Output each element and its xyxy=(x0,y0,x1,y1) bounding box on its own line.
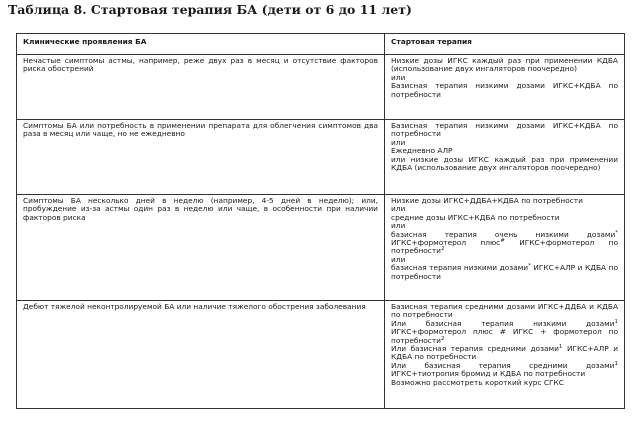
therapy-line: средние дозы ИГКС+КДБА по потребности xyxy=(391,212,560,222)
table-row xyxy=(17,55,625,120)
therapy-line: или xyxy=(391,254,406,264)
therapy-cell xyxy=(385,120,625,195)
therapy-line: Базисная терапия низкими дозами ИГКС+КДБА по потребности xyxy=(391,121,618,139)
header-clinical: Клинические проявления БА xyxy=(17,34,385,55)
footnote-mark: * xyxy=(528,263,531,270)
therapy-line: или xyxy=(391,221,406,231)
header-therapy: Стартовая терапия xyxy=(385,34,625,55)
therapy-line: базисная терапия низкими дозами* ИГКС+АЛР и КДБА по потребности xyxy=(391,263,618,281)
therapy-line: Или базисная терапия низкими дозами$^1$ ИГКС+формотерол плюс # ИГКС + формотерол по потребности$^2$ xyxy=(391,318,618,345)
therapy-line: Или базисная терапия средними дозами$^1$ ИГКС+тиотропия бромид и КДБА по потребности xyxy=(391,360,618,379)
therapy-line: Низкие дозы ИГКС каждый раз при применении КДБА (использование двух ингаляторов поочередно) xyxy=(391,56,618,74)
therapy-line: или xyxy=(391,72,406,82)
footnote-mark: 1 xyxy=(558,344,563,351)
therapy-cell xyxy=(385,301,625,409)
therapy-line: базисная терапия очень низкими дозами* ИГКС+формотерол плюс# ИГКС+формотерол по потребности$^2$ xyxy=(391,229,618,256)
therapy-line: Или базисная терапия средними дозами$^1$ ИГКС+АЛР и КДБА по потребности xyxy=(391,344,618,362)
table-header-row xyxy=(17,34,625,55)
therapy-line: Низкие дозы ИГКС+ДДБА+КДБА по потребности xyxy=(391,196,583,205)
clinical-cell: Симптомы БА или потребность в применении препарата для облегчения симптомов два раза в месяц или чаще, но не ежедневно xyxy=(17,120,385,195)
clinical-cell: Симптомы БА несколько дней в неделю (например, 4-5 дней в неделю); или, пробуждение из-за астмы один раз в неделю или чаще, в особенности при наличии факторов риска xyxy=(17,195,385,301)
therapy-cell xyxy=(385,55,625,120)
table-row xyxy=(17,120,625,195)
therapy-line: или xyxy=(391,137,406,147)
clinical-cell: Дебют тяжелой неконтролируемой БА или наличие тяжелого обострения заболевания xyxy=(17,301,385,409)
table-row xyxy=(17,301,625,409)
footnote-mark: 1 xyxy=(614,318,618,325)
footnote-mark: * xyxy=(615,229,618,236)
table-title: Таблица 8. Стартовая терапия БА (дети от 6 до 11 лет) xyxy=(8,2,412,17)
therapy-cell xyxy=(385,195,625,301)
therapy-line: Ежедневно АЛР xyxy=(391,146,453,156)
footnote-mark: # xyxy=(500,238,505,245)
therapy-line: или xyxy=(391,204,406,214)
therapy-line: Базисная терапия низкими дозами ИГКС+КДБА по потребности xyxy=(391,81,618,99)
footnote-mark: 2 xyxy=(440,246,445,253)
clinical-cell: Нечастые симптомы астмы, например, реже двух раз в месяц и отсутствие факторов риска обострений xyxy=(17,55,385,120)
therapy-line: Базисная терапия средними дозами ИГКС+ДДБА и КДБА по потребности xyxy=(391,302,618,320)
table-row xyxy=(17,195,625,301)
therapy-line: Возможно рассмотреть короткий курс СГКС xyxy=(391,377,564,387)
footnote-mark: 2 xyxy=(440,335,445,342)
therapy-table xyxy=(16,33,625,409)
therapy-line: или низкие дозы ИГКС каждый раз при применении КДБА (использование двух ингаляторов поочередно) xyxy=(391,154,618,173)
footnote-mark: 1 xyxy=(614,360,618,367)
